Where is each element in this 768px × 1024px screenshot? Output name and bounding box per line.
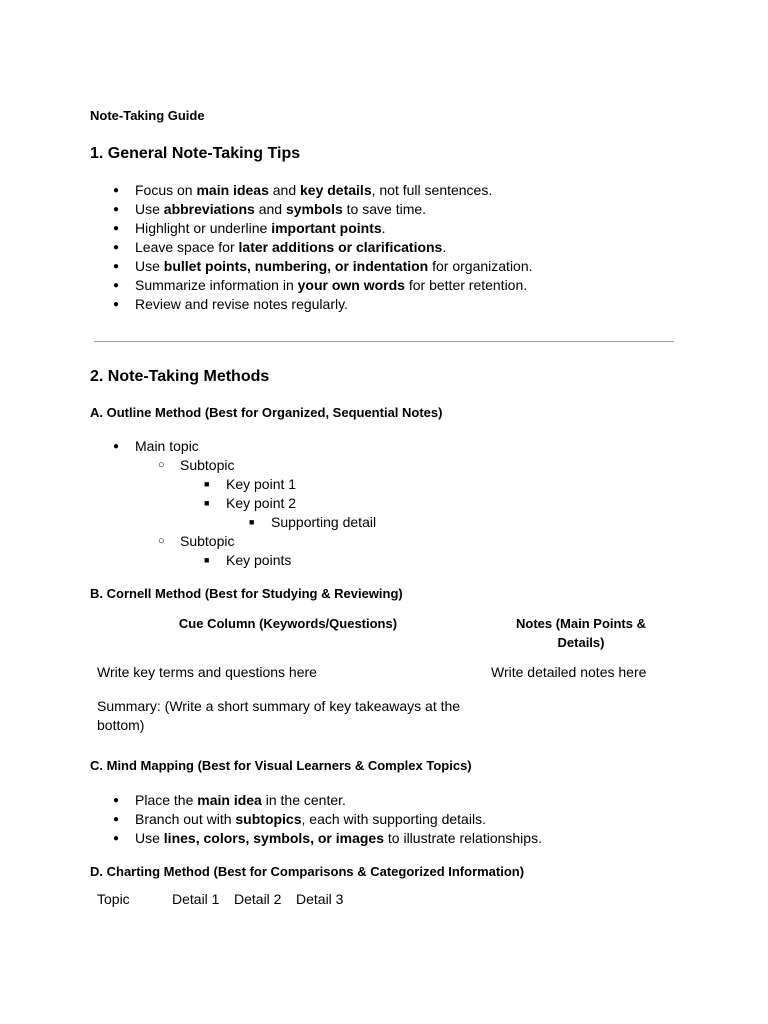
cornell-notes-column-header: Notes (Main Points & Details)	[515, 616, 646, 650]
mind-mapping-heading: C. Mind Mapping (Best for Visual Learners & Complex Topics)	[90, 758, 472, 773]
document-title: Note-Taking Guide	[90, 108, 205, 123]
list-item: ● Place the main idea in the center.	[135, 791, 542, 810]
outline-method-heading: A. Outline Method (Best for Organized, Sequential Notes)	[90, 405, 443, 420]
charting-method-heading: D. Charting Method (Best for Comparisons & Categorized Information)	[90, 864, 525, 879]
section-1-heading: 1. General Note-Taking Tips	[90, 145, 301, 162]
chart-column-detail-3: Detail 3	[296, 891, 344, 907]
list-item: ■ Supporting detail	[271, 513, 376, 532]
chart-column-detail-2: Detail 2	[234, 891, 282, 907]
list-item: ● Leave space for later additions or clarifications.	[135, 238, 533, 257]
list-item: ● Highlight or underline important points.	[135, 219, 533, 238]
list-item: ■ Key point 2	[226, 494, 376, 513]
mind-mapping-list	[135, 791, 542, 848]
general-tips-list	[135, 181, 533, 314]
list-item: ● Use bullet points, numbering, or indentation for organization.	[135, 257, 533, 276]
cornell-cue-cell: Write key terms and questions here	[97, 664, 317, 680]
list-item: ● Review and revise notes regularly.	[135, 295, 533, 314]
cornell-method-heading: B. Cornell Method (Best for Studying & Reviewing)	[90, 586, 403, 601]
outline-list	[135, 437, 376, 570]
list-item: ● Summarize information in your own words for better retention.	[135, 276, 533, 295]
list-item: ● Use abbreviations and symbols to save time.	[135, 200, 533, 219]
list-item: ● Main topic	[135, 437, 376, 456]
chart-column-detail-1: Detail 1	[172, 891, 220, 907]
list-item: ● Use lines, colors, symbols, or images to illustrate relationships.	[135, 829, 542, 848]
list-item: ■ Key points	[226, 551, 376, 570]
cornell-notes-cell: Write detailed notes here	[491, 664, 647, 680]
cornell-cue-column-header: Cue Column (Keywords/Questions)	[178, 616, 398, 631]
horizontal-divider	[94, 341, 674, 342]
section-2-heading: 2. Note-Taking Methods	[90, 368, 270, 385]
cornell-summary: Summary: (Write a short summary of key takeaways at the bottom)	[97, 698, 461, 733]
list-item: ○ Subtopic	[180, 532, 376, 551]
list-item: ● Branch out with subtopics, each with supporting details.	[135, 810, 542, 829]
list-item: ■ Key point 1	[226, 475, 376, 494]
chart-column-topic: Topic	[97, 891, 130, 907]
list-item: ○ Subtopic	[180, 456, 376, 475]
list-item: ● Focus on main ideas and key details, not full sentences.	[135, 181, 533, 200]
